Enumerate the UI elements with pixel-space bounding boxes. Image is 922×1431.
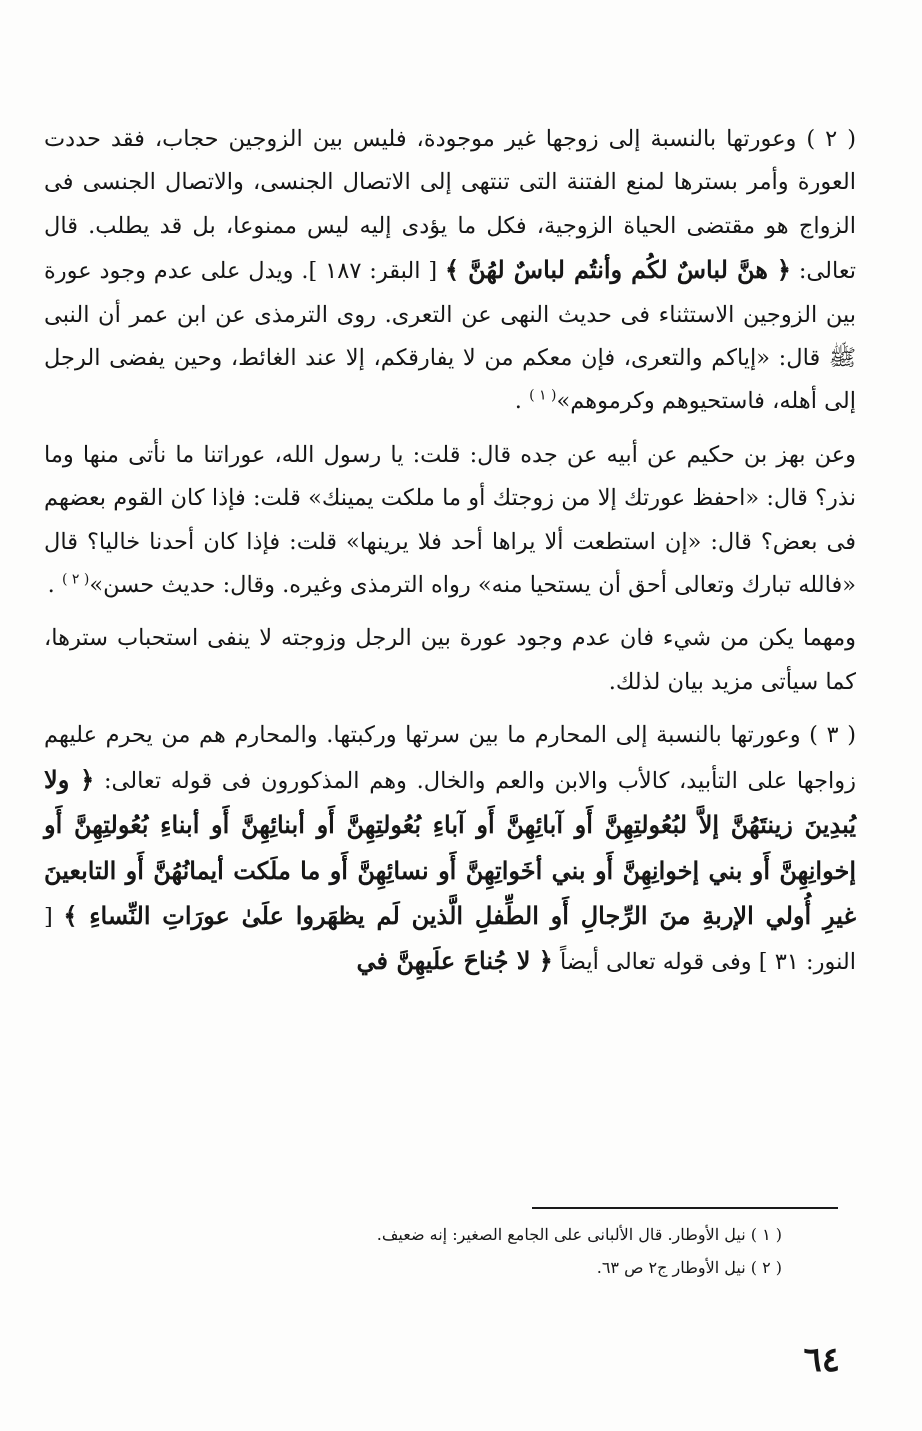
paragraph-1 xyxy=(44,118,856,424)
body-text: ( ٣ ) وعورتها بالنسبة إلى المحارم ما بين سرتها وركبتها. والمحارم هم من يحرم عليهم زواجها على التأبيد، كالأب والابن والعم والخال. وهم المذكورون فى قوله تعالى: xyxy=(44,722,856,794)
footnote-ref: ( ٢ ) xyxy=(61,571,90,588)
paragraph-2 xyxy=(44,434,856,608)
quran-verse: ﴿ هنَّ لباسٌ لكُم وأنتُم لباسٌ لهُنَّ ﴾ xyxy=(444,255,791,285)
body-text: [ البقر: ١٨٧ ]. ويدل على عدم وجود عورة بين الزوجين الاستثناء فى حديث النهى عن التعرى. روى الترمذى عن ابن عمر أن النبى ﷺ قال: «إياكم والتعرى، فإن معكم من لا يفارقكم، إلا عند الغائط، وحين يفضى الرجل إلى أهله، فاستحيوهم وكرموهم» xyxy=(44,258,856,415)
body-text: [ النور: ٣١ ] وفى قوله تعالى أيضاً xyxy=(44,903,856,976)
body-text: ومهما يكن من شيء فان عدم وجود عورة بين الرجل وزوجته لا ينفى استحباب سترها، كما سيأتى مزيد بيان لذلك. xyxy=(44,625,856,695)
quran-verse: ﴿ ولا يُبدِينَ زينتَهُنَّ إلاَّ لبُعُولتِهِنَّ أَو آبائِهِنَّ أَو آباءِ بُعُولتِهِنَّ أَو أبنائِهِنَّ أَو أبناءِ بُعُولتِهِنَّ أَو إخوانِهِنَّ أَو بني إخوانِهِنَّ أَو بني أخَواتِهِنَّ أَو نسائِهِنَّ أَو ما ملَكت أيمانُهُنَّ أَو التابعينَ غيرِ أُولي الإربةِ منَ الرِّجالِ أَو الطِّفلِ الَّذين لَم يظهَروا علَىٰ عورَاتِ النِّساءِ ﴾ xyxy=(44,764,856,930)
body-text: ( ٢ ) وعورتها بالنسبة إلى زوجها غير موجودة، فليس بين الزوجين حجاب، فقد حددت العورة وأمر بسترها لمنع الفتنة التى تنتهى إلى الاتصال الجنسى، والاتصال الجنسى فى الزواج هو مقتضى الحياة الزوجية، فكل ما يؤدى إليه ليس ممنوعا، بل قد يطلب. قال تعالى: xyxy=(44,126,856,285)
paragraph-3 xyxy=(44,617,856,704)
body-text: وعن بهز بن حكيم عن أبيه عن جده قال: قلت: يا رسول الله، عوراتنا ما نأتى منها وما نذر؟ قال: «احفظ عورتك إلا من زوجتك أو ما ملكت يمينك» قلت: فإذا كان القوم بعضهم فى بعض؟ قال: «إن استطعت ألا يراها أحد فلا يرينها» قلت: فإذا كان أحدنا خاليا؟ قال «فالله تبارك وتعالى أحق أن يستحيا منه» رواه الترمذى وغيره. وقال: حديث حسن» xyxy=(44,441,856,599)
paragraph-4 xyxy=(44,714,856,984)
footnote-ref: ( ١ ) xyxy=(529,387,557,404)
body-text: . xyxy=(47,572,62,599)
footnote-1: ( ١ ) نيل الأوطار. قال الألبانى على الجامع الصغير: إنه ضعيف. xyxy=(376,1225,782,1244)
quran-verse: ﴿ لا جُناحَ علَيهِنَّ في xyxy=(356,946,553,976)
footnote-divider xyxy=(532,1207,838,1209)
main-text xyxy=(44,118,856,985)
footnotes xyxy=(200,1218,782,1284)
footnote-2: ( ٢ ) نيل الأوطار ج٢ ص ٦٣. xyxy=(596,1258,782,1277)
page-number: ٦٤ xyxy=(803,1340,840,1380)
body-text: . xyxy=(514,388,530,415)
